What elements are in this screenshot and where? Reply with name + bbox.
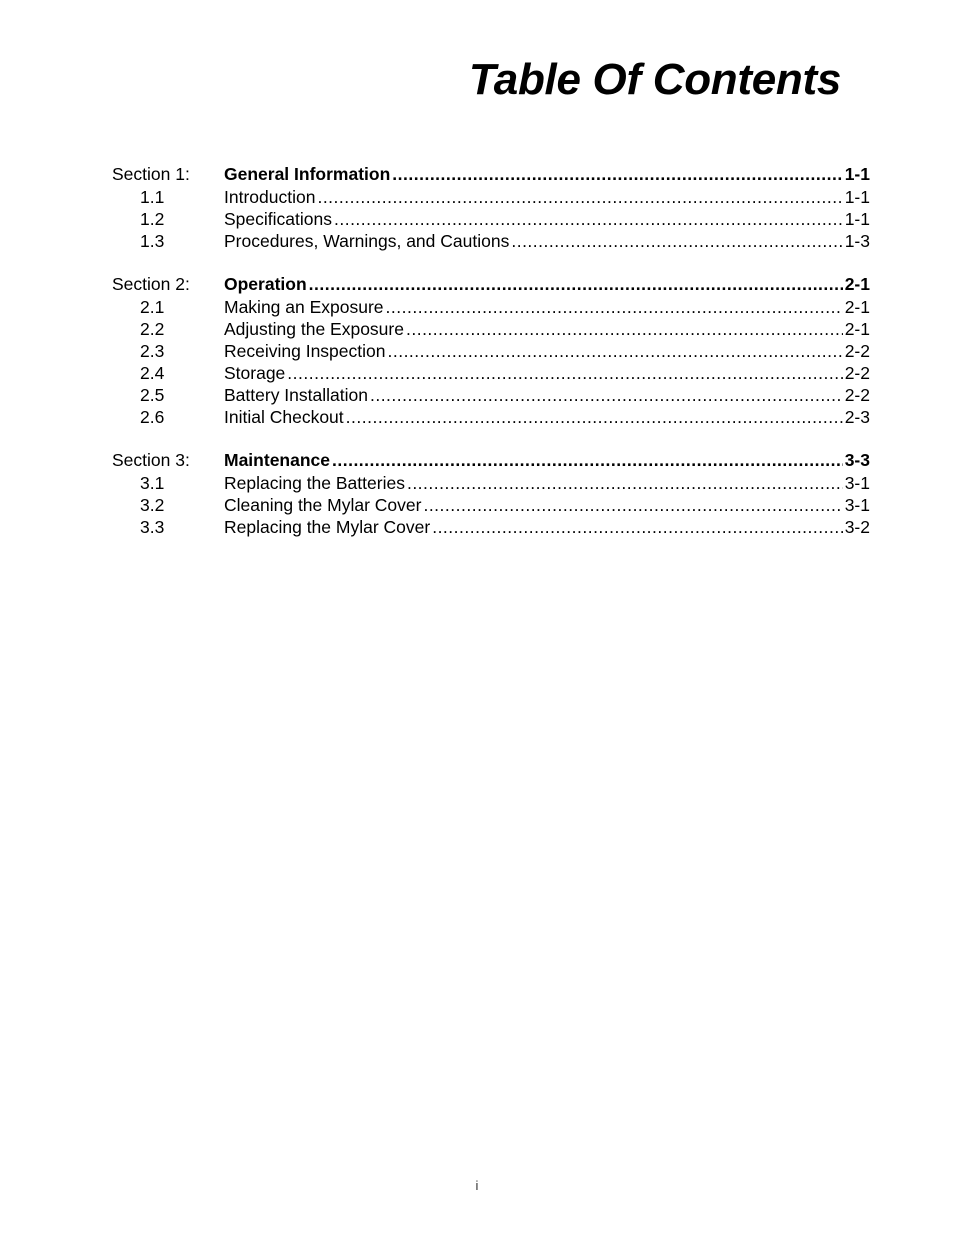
item-number: 1.3 [140,231,165,251]
toc-section-2 [112,272,870,428]
page-title: Table Of Contents [468,55,841,104]
toc-entry [224,162,870,186]
toc-section-heading[interactable] [112,272,870,296]
toc-entry [224,340,870,362]
page-ref: 2-1 [844,274,870,294]
dot-leader [309,272,843,296]
item-title: Introduction [224,187,316,207]
toc-entry [224,494,870,516]
dot-leader [423,494,842,516]
dot-leader [370,384,843,406]
item-title: Replacing the Mylar Cover [224,517,431,537]
toc-entry [224,296,870,318]
toc-entry [224,186,870,208]
item-number: 1.2 [140,209,165,229]
page-ref: 1-1 [844,187,870,207]
toc-item[interactable] [112,472,870,494]
item-number: 2.5 [140,385,165,405]
toc-section-heading[interactable] [112,162,870,186]
page-ref: 3-3 [844,450,870,470]
dot-leader [334,208,843,230]
toc-item[interactable] [112,340,870,362]
page-ref: 3-1 [844,495,870,515]
item-number: 1.1 [140,187,165,207]
page-ref: 2-2 [844,385,870,405]
page-ref: 3-1 [844,473,870,493]
item-number: 2.6 [140,407,165,427]
toc-section-heading[interactable] [112,448,870,472]
item-title: Specifications [224,209,332,229]
item-title: Adjusting the Exposure [224,319,404,339]
dot-leader [317,186,842,208]
page-ref: 1-1 [844,209,870,229]
section-number: Section 2: [112,274,190,294]
toc-entry [224,362,870,384]
toc-item[interactable] [112,494,870,516]
page-ref: 2-1 [844,319,870,339]
item-title: Cleaning the Mylar Cover [224,495,422,515]
toc-item[interactable] [112,186,870,208]
toc-entry [224,318,870,340]
toc-item[interactable] [112,296,870,318]
toc-entry [224,272,870,296]
item-number: 3.3 [140,517,165,537]
toc-entry [224,230,870,252]
toc-item[interactable] [112,230,870,252]
dot-leader [511,230,842,252]
section-title: Maintenance [224,450,330,470]
toc-entry [224,472,870,494]
item-title: Procedures, Warnings, and Cautions [224,231,510,251]
dot-leader [407,472,843,494]
dot-leader [387,340,842,362]
item-title: Initial Checkout [224,407,344,427]
item-number: 2.3 [140,341,165,361]
page-ref: 2-1 [844,297,870,317]
page-ref: 3-2 [844,517,870,537]
toc-item[interactable] [112,318,870,340]
toc-entry [224,406,870,428]
item-title: Battery Installation [224,385,368,405]
page-ref: 2-2 [844,363,870,383]
toc-item[interactable] [112,208,870,230]
section-title: Operation [224,274,307,294]
dot-leader [432,516,843,538]
section-number: Section 1: [112,164,190,184]
page-ref: 2-3 [844,407,870,427]
item-number: 2.2 [140,319,165,339]
dot-leader [332,448,843,472]
table-of-contents [112,162,870,558]
dot-leader [386,296,843,318]
item-number: 2.4 [140,363,165,383]
toc-entry [224,516,870,538]
toc-item[interactable] [112,384,870,406]
dot-leader [287,362,842,384]
toc-entry [224,208,870,230]
page-ref: 1-1 [844,164,870,184]
toc-section-1 [112,162,870,252]
item-number: 2.1 [140,297,165,317]
toc-entry [224,384,870,406]
item-title: Receiving Inspection [224,341,386,361]
toc-item[interactable] [112,516,870,538]
page-number: i [475,1178,479,1193]
item-title: Replacing the Batteries [224,473,405,493]
item-title: Storage [224,363,286,383]
item-number: 3.2 [140,495,165,515]
toc-section-3 [112,448,870,538]
section-title: General Information [224,164,391,184]
toc-item[interactable] [112,362,870,384]
toc-item[interactable] [112,406,870,428]
dot-leader [406,318,843,340]
toc-entry [224,448,870,472]
item-title: Making an Exposure [224,297,384,317]
page-ref: 1-3 [844,231,870,251]
section-number: Section 3: [112,450,190,470]
item-number: 3.1 [140,473,165,493]
page-ref: 2-2 [844,341,870,361]
dot-leader [392,162,842,186]
dot-leader [346,406,843,428]
